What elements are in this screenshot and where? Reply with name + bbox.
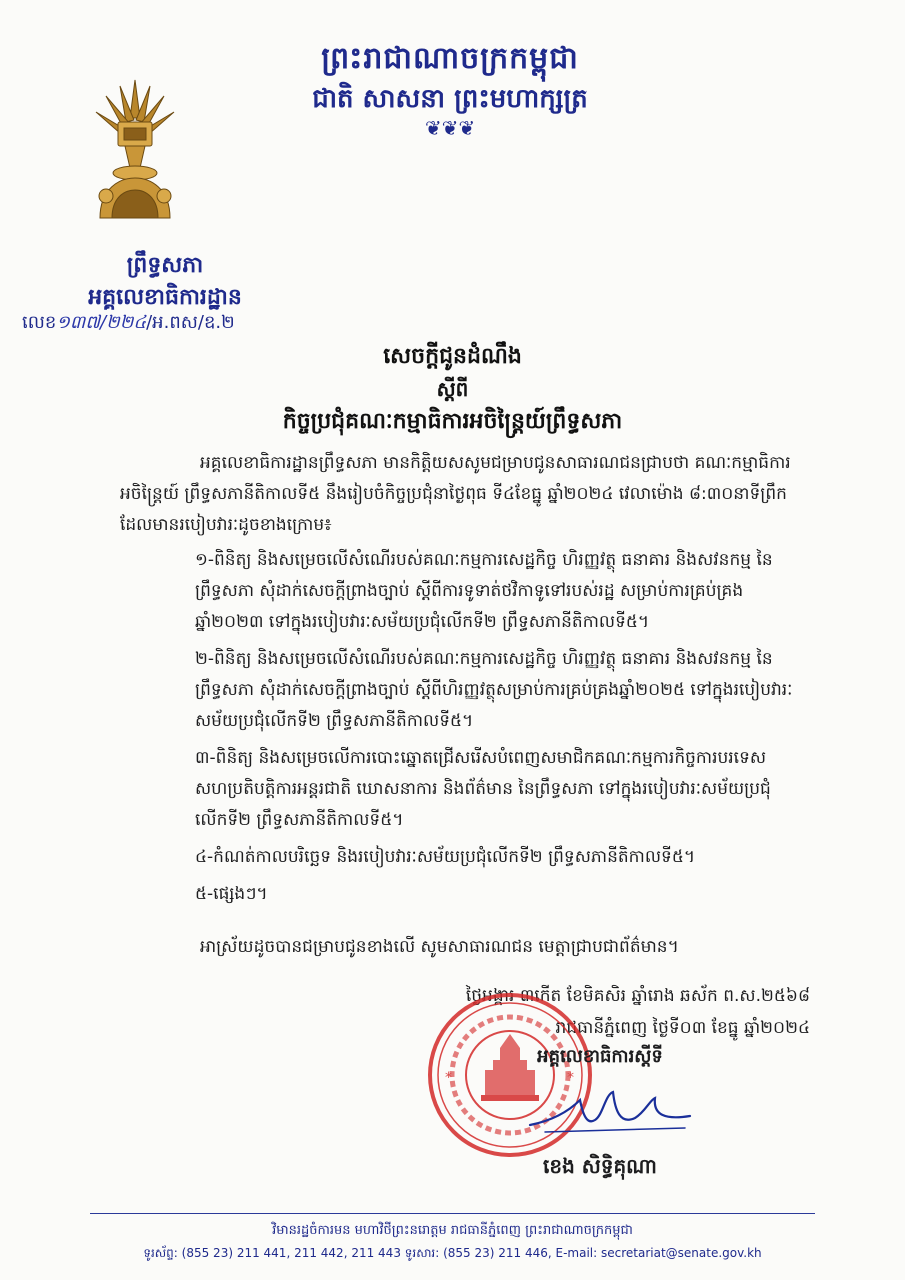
title-line-2: ស្តីពី	[436, 377, 469, 401]
intro-paragraph: អគ្គលេខាធិការដ្ឋានព្រឹទ្ធសភា មានកិត្តិយសសូមជម្រាបជូនសាធារណជនជ្រាបថា គណៈកម្មាធិការអចិន្ត្រៃយ៍ ព្រឹទ្ធសភានីតិកាលទី៥ នឹងរៀបចំកិច្ចប្រជុំនាថ្ងៃពុធ ទី៤ខែធ្នូ ឆ្នាំ២០២៤ វេលាម៉ោង ៨:៣០នាទីព្រឹក ដែលមានរបៀបវារៈដូចខាងក្រោម៖	[120, 453, 791, 535]
agenda-item-4: ៤-កំណត់កាលបរិច្ឆេទ និងរបៀបវារៈសម័យប្រជុំលើកទី២ ព្រឹទ្ធសភានីតិកាលទី៥។	[195, 847, 696, 867]
handwritten-signature-icon	[525, 1080, 695, 1140]
document-title	[200, 340, 705, 440]
svg-text:*: *	[445, 1070, 452, 1086]
kingdom-header	[300, 38, 600, 138]
organization-name: ព្រឹទ្ធសភា	[126, 253, 204, 278]
signer-name: ខេង សិទ្ធិគុណា	[543, 1154, 657, 1178]
agenda-item-3: ៣-ពិនិត្យ និងសម្រេចលើការបោះឆ្នោតជ្រើសរើសបំពេញសមាជិកគណៈកម្មការកិច្ចការបរទេស សហប្រតិបត្តិការអន្តរជាតិ ឃោសនាការ និងព័ត៌មាន នៃព្រឹទ្ធសភា ទៅក្នុងរបៀបវារៈសម័យប្រជុំលើកទី២ ព្រឹទ្ធសភានីតិកាលទី៥។	[195, 748, 771, 830]
agenda-list	[195, 545, 800, 916]
reference-suffix: /អ.ពស/ឧ.២	[146, 312, 235, 333]
footer	[90, 1220, 815, 1264]
footer-divider	[90, 1213, 815, 1214]
reference-prefix: លេខ	[22, 312, 57, 333]
agenda-item-2: ២-ពិនិត្យ និងសម្រេចលើសំណើរបស់គណៈកម្មការសេដ្ឋកិច្ច ហិរញ្ញវត្ថុ ធនាគារ និងសវនកម្ម នៃព្រឹទ្ធសភា សុំដាក់សេចក្តីព្រាងច្បាប់ ស្តីពីហិរញ្ញវត្ថុសម្រាប់ការគ្រប់គ្រងឆ្នាំ២០២៥ ទៅក្នុងរបៀបវារៈសម័យប្រជុំលើកទី២ ព្រឹទ្ធសភានីតិកាលទី៥។	[195, 649, 793, 731]
svg-text:*: *	[567, 1070, 574, 1086]
signer-title: អគ្គលេខាធិការស្តីទី	[537, 1046, 663, 1067]
document-body	[120, 448, 810, 541]
organization-block	[60, 250, 270, 314]
agenda-item-5: ៥-ផ្សេងៗ។	[195, 884, 268, 904]
lunar-date: ថ្ងៃអង្គារ ៣កើត ខែមិគសិរ ឆ្នាំរោង ឆស័ក ព.ស.២៥៦៨	[465, 986, 810, 1006]
senate-emblem-icon	[90, 78, 180, 228]
solar-date: រាជធានីភ្នំពេញ ថ្ងៃទី០៣ ខែធ្នូ ឆ្នាំ២០២៤	[555, 1018, 810, 1038]
footer-contacts: ទូរស័ព្ទ: (855 23) 211 441, 211 442, 211 443 ទូរសារ: (855 23) 211 446, E-mail: secretariat@senate.gov.kh	[143, 1246, 762, 1260]
title-line-1: សេចក្តីជូនដំណឹង	[383, 344, 522, 369]
organization-department: អគ្គលេខាធិការដ្ឋាន	[88, 285, 242, 310]
reference-handwritten: ១៣៧/២២៤	[56, 312, 147, 333]
kingdom-name: ព្រះរាជាណាចក្រកម្ពុជា	[321, 41, 579, 76]
title-line-3: កិច្ចប្រជុំគណៈកម្មាធិការអចិន្ត្រៃយ៍ព្រឹទ្ធសភា	[282, 409, 623, 434]
footer-address: វិមានរដ្ឋចំការមន មហាវិថីព្រះនរោត្តម រាជធានីភ្នំពេញ ព្រះរាជាណាចក្រកម្ពុជា	[272, 1223, 633, 1238]
reference-number	[22, 310, 235, 337]
closing-paragraph: អាស្រ័យដូចបានជម្រាបជូនខាងលើ សូមសាធារណជន មេត្តាជ្រាបជាព័ត៌មាន។	[200, 937, 679, 957]
national-motto: ជាតិ សាសនា ព្រះមហាក្សត្រ	[312, 84, 588, 114]
agenda-item-1: ១-ពិនិត្យ និងសម្រេចលើសំណើរបស់គណៈកម្មការសេដ្ឋកិច្ច ហិរញ្ញវត្ថុ ធនាគារ និងសវនកម្ម នៃព្រឹទ្ធសភា សុំដាក់សេចក្តីព្រាងច្បាប់ ស្តីពីការទូទាត់ថវិកាទូទៅរបស់រដ្ឋ សម្រាប់ការគ្រប់គ្រងឆ្នាំ២០២៣ ទៅក្នុងរបៀបវារៈសម័យប្រជុំលើកទី២ ព្រឹទ្ធសភានីតិកាលទី៥។	[195, 550, 773, 632]
header-ornament: ❦❦❦	[424, 116, 476, 140]
